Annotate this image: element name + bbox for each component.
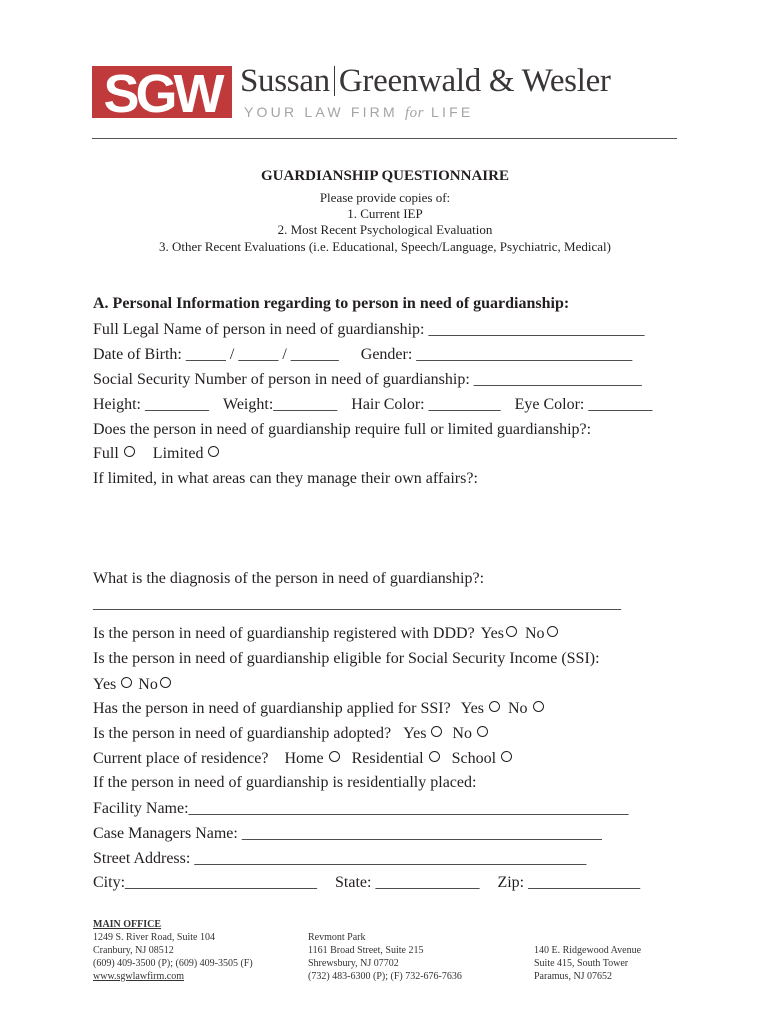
office3-line: Suite 415, South Tower (534, 958, 629, 969)
ssi-eligible-options (93, 675, 171, 695)
dob-gender-row (93, 345, 632, 365)
adopted-question: Is the person in need of guardianship adopted? (93, 725, 392, 742)
city-field[interactable]: City:________________________ (93, 874, 318, 891)
footer-paramus-office (534, 944, 641, 983)
firm-tagline: YOUR LAW FIRM for LIFE (244, 104, 474, 121)
adopted-yes-radio[interactable] (431, 726, 442, 737)
full-name-field[interactable]: Full Legal Name of person in need of guardianship: ___________________________ (93, 321, 645, 338)
limited-areas-question: If limited, in what areas can they manage their own affairs?: (93, 470, 478, 487)
office3-line: 140 E. Ridgewood Avenue (534, 945, 642, 956)
residence-question: Current place of residence? (93, 750, 269, 767)
ssi-applied-question: Has the person in need of guardianship applied for SSI? (93, 700, 451, 717)
section-heading: A. Personal Information regarding to person in need of guardianship: (93, 295, 570, 312)
ddd-no-label: No (524, 625, 545, 642)
home-radio[interactable] (329, 751, 340, 762)
intro-item-iep: 1. Current IEP (347, 206, 423, 221)
main-office-address: 1249 S. River Road, Suite 104 (93, 932, 215, 943)
ddd-no-radio[interactable] (547, 626, 558, 637)
adopted-no-label: No (452, 725, 472, 742)
page-title: GUARDIANSHIP QUESTIONNAIRE (261, 168, 509, 184)
adopted-row (93, 724, 488, 744)
office2-line: 1161 Broad Street, Suite 215 (308, 945, 424, 956)
option-limited-label: Limited (152, 445, 204, 462)
residential-label: Residential (351, 750, 424, 767)
option-full-label: Full (93, 445, 119, 462)
office2-line: Revmont Park (308, 932, 366, 943)
limited-radio[interactable] (208, 446, 219, 457)
zip-field[interactable]: Zip: ______________ (497, 874, 641, 891)
full-limited-question: Does the person in need of guardianship require full or limited guardianship?: (93, 421, 592, 438)
intro-item-psych: 2. Most Recent Psychological Evaluation (277, 222, 493, 237)
ddd-yes-radio[interactable] (506, 626, 517, 637)
height-field[interactable]: Height: ________ (93, 396, 209, 413)
adopted-yes-label: Yes (403, 725, 427, 742)
case-managers-field[interactable]: Case Managers Name: _____________________________________________ (93, 825, 602, 842)
residence-row (93, 749, 512, 769)
svg-text:SGW: SGW (103, 66, 221, 118)
ddd-question: Is the person in need of guardianship registered with DDD? (93, 625, 475, 642)
ssi-eligible-yes-radio[interactable] (121, 677, 132, 688)
ssi-applied-row (93, 699, 544, 719)
ssn-field[interactable]: Social Security Number of person in need of guardianship: _____________________ (93, 371, 642, 388)
office2-line: (732) 483-6300 (P); (F) 732-676-7636 (308, 971, 462, 982)
diagnosis-field[interactable]: __________________________________________________________________ (93, 595, 621, 612)
weight-field[interactable]: Weight:________ (223, 396, 338, 413)
ssi-eligible-question: Is the person in need of guardianship eligible for Social Security Income (SSI): (93, 650, 600, 667)
office2-line: Shrewsbury, NJ 07702 (308, 958, 399, 969)
intro-item-other: 3. Other Recent Evaluations (i.e. Educational, Speech/Language, Psychiatric, Medical) (159, 239, 611, 254)
ssi-eligible-no-radio[interactable] (160, 677, 171, 688)
ddd-yes-label: Yes (480, 625, 504, 642)
ssi-applied-yes-radio[interactable] (489, 701, 500, 712)
eye-color-field[interactable]: Eye Color: ________ (514, 396, 653, 413)
ssi-eligible-no-label: No (138, 676, 158, 693)
intro-line: Please provide copies of: (319, 190, 451, 205)
sgw-logo (92, 66, 232, 118)
main-office-heading: MAIN OFFICE (93, 919, 162, 930)
facility-name-field[interactable]: Facility Name:_______________________________________________________ (93, 800, 629, 817)
hair-color-field[interactable]: Hair Color: _________ (351, 396, 501, 413)
gender-field[interactable]: Gender: ___________________________ (360, 346, 633, 363)
placed-question: If the person in need of guardianship is residentially placed: (93, 774, 477, 791)
main-office-city: Cranbury, NJ 08512 (93, 945, 174, 956)
adopted-no-radio[interactable] (477, 726, 488, 737)
city-state-zip-row (93, 873, 640, 893)
full-limited-options (93, 444, 219, 464)
footer-main-office (93, 918, 253, 983)
ssi-applied-yes-label: Yes (460, 700, 484, 717)
state-field[interactable]: State: _____________ (335, 874, 480, 891)
dob-field[interactable]: Date of Birth: _____ / _____ / ______ (93, 346, 339, 363)
street-address-field[interactable]: Street Address: _________________________________________________ (93, 850, 587, 867)
full-radio[interactable] (124, 446, 135, 457)
school-label: School (451, 750, 497, 767)
ssi-applied-no-label: No (507, 700, 528, 717)
school-radio[interactable] (501, 751, 512, 762)
ssi-eligible-yes-label: Yes (93, 676, 117, 693)
physical-row (93, 395, 652, 415)
header-divider (92, 138, 677, 139)
main-office-phone: (609) 409-3500 (P); (609) 409-3505 (F) (93, 958, 253, 969)
diagnosis-question: What is the diagnosis of the person in need of guardianship?: (93, 570, 485, 587)
footer-shrewsbury-office (308, 931, 462, 983)
firm-name: Sussan Greenwald & Wesler (240, 63, 611, 99)
home-label: Home (284, 750, 324, 767)
residential-radio[interactable] (429, 751, 440, 762)
office3-line: Paramus, NJ 07652 (534, 971, 613, 982)
website-link[interactable]: www.sgwlawfirm.com (93, 971, 185, 982)
ssi-applied-no-radio[interactable] (533, 701, 544, 712)
ddd-row (93, 624, 558, 644)
